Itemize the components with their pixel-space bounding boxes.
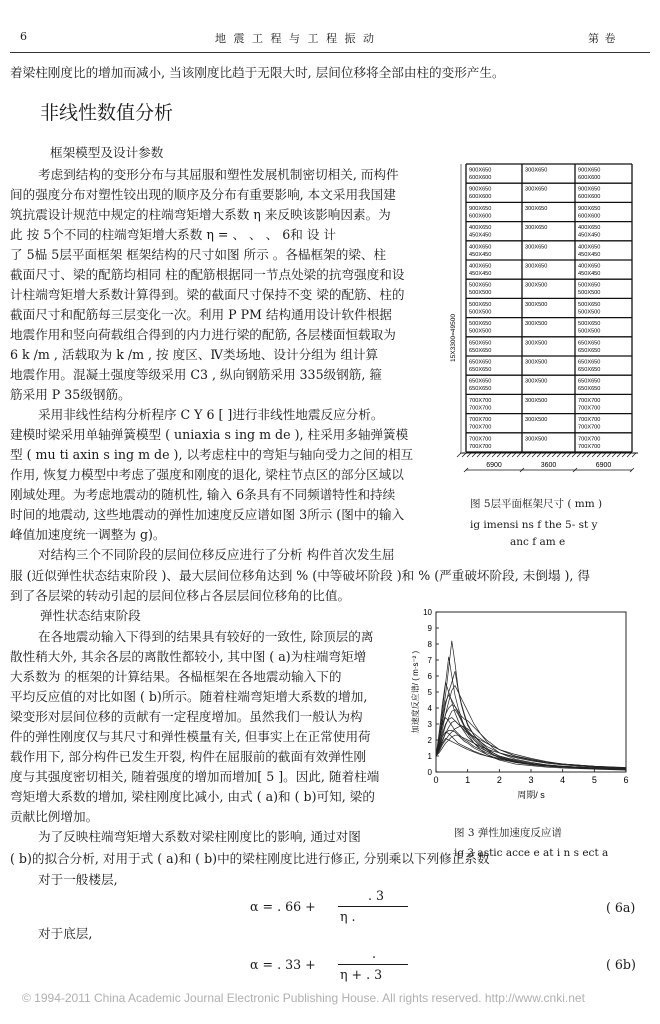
frame-diagram — [448, 160, 654, 490]
beam-section-label: 300X500 — [525, 359, 548, 366]
beam-section-label: 500X650 — [578, 282, 601, 289]
ground-hatch — [522, 453, 526, 457]
x-tick-label: 3 — [528, 775, 534, 785]
beam-section-label: 400X650 — [469, 225, 492, 232]
beam-section-label: 300X500 — [525, 397, 548, 404]
beam-section-label: 300X500 — [525, 378, 548, 385]
y-tick-label: 3 — [427, 720, 432, 729]
paragraph-line: 对结构三个不同阶段的层间位移反应进行了分析 构件首次发生屈 — [38, 547, 395, 562]
response-spectrum-chart — [408, 604, 638, 814]
beam-section-label: 400X650 — [578, 225, 601, 232]
beam-section-label: 650X650 — [578, 340, 601, 347]
beam-section-label: 300X500 — [525, 340, 548, 347]
column-section-label: 600X600 — [469, 194, 492, 201]
ground-hatch — [487, 453, 491, 457]
paragraph-line: 服 (近似弹性状态结束阶段 )、最大层间位移角达到 % (中等破坏阶段 )和 % (严重破坏阶段, 未倒塌 ), 得 — [10, 568, 591, 583]
subsection-title-1: 框架模型及设计参数 — [50, 145, 164, 160]
beam-section-label: 700X700 — [578, 417, 601, 424]
paragraph-line: 件的弹性刚度仅与其尺寸和弹性模量有关, 但事实上在正常使用荷 — [10, 729, 371, 744]
y-tick-label: 5 — [427, 688, 432, 697]
beam-section-label: 500X650 — [578, 301, 601, 308]
paragraph-line: 考虑到结构的变形分布与其屈服和塑性发展机制密切相关, 而构件 — [38, 167, 399, 182]
paragraph-line: 平均反应值的对比如图 ( b)所示。随着柱端弯矩增大系数的增加, — [10, 689, 368, 704]
paragraph-line: 6 k /m , 活载取为 k /m , 按 度区、Ⅳ类场地、设计分组为 组计算 — [10, 347, 379, 362]
beam-section-label: 900X650 — [469, 186, 492, 193]
beam-section-label: 700X700 — [578, 397, 601, 404]
equation-lhs: α = . 33 + — [250, 957, 316, 972]
fraction-bar — [338, 964, 408, 965]
column-section-label: 650X650 — [469, 386, 492, 393]
copyright-footer: © 1994-2011 China Academic Journal Electronic Publishing House. All rights reserved. http://www.cnki.net — [22, 991, 585, 1005]
figure-3-chart — [408, 604, 638, 814]
beam-section-label: 400X650 — [469, 263, 492, 270]
paragraph-line: 在各地震动输入下得到的结果具有较好的一致性, 除顶层的离 — [38, 629, 374, 644]
ground-hatch — [622, 453, 626, 457]
column-section-label: 500X500 — [469, 290, 492, 297]
x-axis-label: 周期/ s — [517, 790, 545, 800]
beam-section-label: 400X650 — [578, 263, 601, 270]
beam-section-label: 300X650 — [525, 186, 548, 193]
ground-hatch — [632, 453, 636, 457]
column-section-label: 450X450 — [469, 251, 492, 258]
beam-section-label: 300X500 — [525, 321, 548, 328]
equation-lhs: α = . 66 + — [250, 899, 316, 914]
column-section-label: 650X650 — [578, 367, 601, 373]
figure-2-frame-diagram — [448, 160, 654, 490]
subsection-title-2: 弹性状态结束阶段 — [40, 608, 141, 623]
beam-section-label: 300X650 — [525, 225, 548, 232]
column-section-label: 500X500 — [469, 309, 492, 316]
column-section-label: 500X500 — [469, 328, 492, 335]
paragraph-line: 时间的地震动, 这些地震动的弹性加速度反应谱如图 3所示 (图中的输入 — [10, 507, 405, 522]
y-tick-label: 1 — [427, 752, 432, 761]
beam-section-label: 900X650 — [578, 205, 601, 212]
beam-section-label: 650X650 — [469, 340, 492, 347]
beam-section-label: 300X650 — [525, 263, 548, 270]
equation-6b — [250, 946, 480, 986]
x-tick-label: 2 — [496, 775, 502, 785]
beam-section-label: 700X700 — [469, 417, 492, 424]
ground-hatch — [557, 453, 561, 457]
beam-section-label: 700X700 — [469, 397, 492, 404]
y-tick-label: 2 — [427, 736, 432, 745]
y-tick-label: 10 — [423, 608, 432, 617]
column-section-label: 650X650 — [578, 347, 601, 354]
beam-section-label: 500X650 — [469, 301, 492, 308]
ground-hatch — [562, 453, 566, 457]
ground-hatch — [517, 453, 521, 457]
paragraph-line: 贡献比例增加。 — [10, 809, 99, 824]
ground-hatch — [467, 453, 471, 457]
ground-hatch — [627, 453, 631, 457]
paragraph-line: 此 按 5个不同的柱端弯矩增大系数 η = 、 、 、 6和 设 计 — [10, 227, 337, 242]
column-section-label: 700X700 — [469, 424, 492, 431]
paragraph-line: ( b)的拟合分析, 对用于式 ( a)和 ( b)中的梁柱刚度比进行修正, 分别乘以下列修正系数 — [10, 851, 490, 866]
paragraph-1 — [10, 165, 435, 565]
journal-title: 地 震 工 程 与 工 程 振 动 — [215, 32, 376, 45]
height-label: 15X3300=49500 — [450, 314, 457, 362]
span-label: 3600 — [540, 462, 557, 469]
beam-section-label: 700X700 — [578, 436, 601, 443]
figure-2-caption-en-2: anc f am e — [510, 536, 566, 548]
ground-hatch — [497, 453, 501, 457]
column-section-label: 450X450 — [578, 232, 601, 239]
x-tick-label: 0 — [433, 775, 439, 785]
paragraph-line: 间的强度分布对塑性铰出现的顺序及分布有重要影响, 本文采用我国建 — [10, 187, 396, 202]
ground-hatch — [552, 453, 556, 457]
beam-section-label: 300X500 — [525, 301, 548, 308]
paragraph-line: 到了各层梁的转动引起的层间位移占各层层间位移角的比值。 — [10, 588, 351, 603]
equation-6a-tag: ( 6a) — [606, 900, 636, 915]
equation-6b-tag: ( 6b) — [606, 957, 636, 972]
equation-6a — [250, 888, 480, 928]
beam-section-label: 300X500 — [525, 282, 548, 289]
column-section-label: 500X500 — [578, 328, 601, 335]
ground-hatch — [607, 453, 611, 457]
span-label: 6900 — [486, 462, 502, 469]
paragraph-line: 为了反映柱端弯矩增大系数对梁柱刚度比的影响, 通过对图 — [38, 829, 361, 844]
column-section-label: 650X650 — [578, 386, 601, 393]
beam-section-label: 900X650 — [469, 167, 492, 174]
beam-section-label: 400X650 — [469, 244, 492, 251]
paragraph-line: 梁变形对层间位移的贡献有一定程度增加。虽然我们一般认为构 — [10, 709, 363, 724]
column-section-label: 600X600 — [469, 213, 492, 220]
beam-section-label: 300X500 — [525, 417, 548, 424]
paragraph-line: 作用, 恢复力模型中考虑了强度和刚度的退化, 梁柱节点区的部分区域以 — [10, 467, 404, 482]
beam-section-label: 300X500 — [525, 436, 548, 443]
ground-hatch — [612, 453, 616, 457]
figure-3-caption-en: ig 3 astic acce e at i n s ect a — [454, 847, 609, 859]
section-title: 非线性数值分析 — [40, 103, 174, 124]
figure-2-caption-en: ig imensi ns f the 5- st y — [470, 519, 598, 531]
column-section-label: 700X700 — [469, 443, 492, 450]
paragraph-line: 建模时梁采用单轴弹簧模型 ( uniaxia s ing m de ), 柱采用多轴弹簧模 — [10, 427, 409, 442]
general-floor-label: 对于一般楼层, — [38, 872, 118, 887]
figure-3-caption-cn: 图 3 弹性加速度反应谱 — [454, 827, 562, 839]
x-tick-label: 1 — [465, 775, 471, 785]
ground-hatch — [602, 453, 606, 457]
y-tick-label: 6 — [427, 672, 432, 681]
beam-section-label: 500X650 — [469, 321, 492, 328]
ground-hatch — [457, 453, 461, 457]
column-section-label: 650X650 — [469, 367, 492, 373]
ground-hatch — [542, 453, 546, 457]
beam-section-label: 700X700 — [469, 436, 492, 443]
paragraph-line: 刚域处理。为考虑地震动的随机性, 输入 6条具有不同频谱特性和持续 — [10, 487, 396, 502]
column-section-label: 500X500 — [578, 290, 601, 297]
ground-hatch — [512, 453, 516, 457]
spectrum-series-9 — [436, 710, 626, 770]
beam-section-label: 650X650 — [469, 378, 492, 385]
span-label: 6900 — [595, 462, 612, 469]
column-section-label: 700X700 — [469, 405, 492, 412]
spectrum-series-3 — [436, 671, 626, 769]
paragraph-line: 筑抗震设计规范中规定的柱端弯矩增大系数 η 来反映该影响因素。为 — [10, 207, 391, 222]
paragraph-line: 度与其强度密切相关, 随着强度的增加而增加[ 5 ]。因此, 随着柱端 — [10, 769, 380, 784]
ground-hatch — [492, 453, 496, 457]
ground-hatch — [572, 453, 576, 457]
equation-denominator: η . — [340, 909, 356, 924]
ground-hatch — [472, 453, 476, 457]
volume-label: 第 卷 — [588, 32, 617, 45]
beam-section-label: 900X650 — [578, 167, 601, 174]
ground-hatch — [482, 453, 486, 457]
figure-2-caption-cn: 图 5层平面框架尺寸 ( mm ) — [470, 498, 603, 510]
column-section-label: 450X450 — [469, 271, 492, 277]
x-tick-label: 4 — [560, 775, 566, 785]
beam-section-label: 400X650 — [578, 244, 601, 251]
ground-hatch — [532, 453, 536, 457]
paragraph-line: 地震作用。混凝土强度等级采用 C3 , 纵向钢筋采用 335级钢筋, 箍 — [10, 367, 382, 382]
beam-section-label: 650X650 — [469, 359, 492, 366]
header-rule — [10, 52, 650, 53]
ground-hatch — [582, 453, 586, 457]
equation-numerator: . 3 — [368, 888, 385, 903]
paragraph-line: 弯矩增大系数的增加, 梁柱刚度比减小, 由式 ( a)和 ( b)可知, 梁的 — [10, 789, 375, 804]
column-section-label: 450X450 — [578, 251, 601, 258]
paragraph-line: 截面尺寸和配筋每三层变化一次。利用 P PM 结构通用设计软件根据 — [10, 307, 392, 322]
paragraph-line: 计柱端弯矩增大系数计算得到。梁的截面尺寸保持不变 梁的配筋、柱的 — [10, 287, 405, 302]
beam-section-label: 500X650 — [578, 321, 601, 328]
column-section-label: 700X700 — [578, 405, 601, 412]
paragraph-line: 采用非线性结构分析程序 C Y 6 [ ]进行非线性地震反应分析。 — [38, 407, 384, 422]
beam-section-label: 500X650 — [469, 282, 492, 289]
beam-section-label: 300X650 — [525, 244, 548, 251]
intro-line: 着梁柱刚度比的增加而减小, 当该刚度比趋于无限大时, 层间位移将全部由柱的变形产生。 — [10, 65, 505, 80]
y-tick-label: 7 — [427, 656, 432, 665]
beam-section-label: 300X650 — [525, 205, 548, 212]
y-axis-label: 加速度反应谱/ ( m·s⁻² ) — [411, 650, 420, 734]
ground-hatch — [477, 453, 481, 457]
paragraph-line: 了 5榀 5层平面框架 框架结构的尺寸如图 所示 。各榀框架的梁、柱 — [10, 247, 387, 262]
fraction-bar — [338, 906, 408, 907]
ground-hatch — [507, 453, 511, 457]
equation-denominator: η + . 3 — [340, 967, 383, 982]
column-section-label: 450X450 — [469, 232, 492, 239]
ground-hatch — [537, 453, 541, 457]
ground-hatch — [502, 453, 506, 457]
beam-section-label: 650X650 — [578, 378, 601, 385]
ground-hatch — [462, 453, 466, 457]
paragraph-line: 散性稍大外, 其余各层的离散性都较小, 其中图 ( a)为柱端弯矩增 — [10, 649, 367, 664]
ground-hatch — [547, 453, 551, 457]
x-tick-label: 5 — [591, 775, 597, 785]
paragraph-4 — [10, 627, 420, 827]
y-tick-label: 8 — [427, 640, 432, 649]
y-tick-label: 4 — [427, 704, 432, 713]
paragraph-line: 地震作用和竖向荷载组合得到的内力进行梁的配筋, 各层楼面恒载取为 — [10, 327, 396, 342]
beam-section-label: 900X650 — [578, 186, 601, 193]
x-tick-label: 6 — [623, 775, 629, 785]
paragraph-line: 峰值加速度统一调整为 g)。 — [10, 527, 166, 542]
column-section-label: 500X500 — [578, 309, 601, 316]
column-section-label: 600X600 — [578, 175, 601, 181]
column-section-label: 600X600 — [578, 194, 601, 201]
column-section-label: 600X600 — [578, 213, 601, 220]
y-tick-label: 9 — [427, 624, 432, 633]
paragraph-line: 载作用下, 部分构件已发生开裂, 构件在屈服前的截面有效弹性刚 — [10, 749, 367, 764]
page-number: 6 — [20, 30, 28, 43]
ground-hatch — [597, 453, 601, 457]
ground-hatch — [592, 453, 596, 457]
column-section-label: 600X600 — [469, 175, 492, 181]
beam-section-label: 300X650 — [525, 167, 548, 174]
ground-hatch — [527, 453, 531, 457]
spectrum-series-16 — [436, 738, 626, 768]
paragraph-line: 筋采用 P 35级钢筋。 — [10, 387, 131, 402]
column-section-label: 650X650 — [469, 347, 492, 354]
column-section-label: 450X450 — [578, 271, 601, 277]
column-section-label: 700X700 — [578, 443, 601, 450]
beam-section-label: 650X650 — [578, 359, 601, 366]
paragraph-line: 大系数为 的框架的计算结果。各榀框架在各地震动输入下的 — [10, 669, 342, 684]
y-tick-label: 0 — [427, 768, 432, 777]
ground-hatch — [587, 453, 591, 457]
paragraph-line: 型 ( mu ti axin s ing m de ), 以考虑柱中的弯矩与轴向受力之间的相互 — [10, 447, 414, 462]
ground-hatch — [617, 453, 621, 457]
beam-section-label: 900X650 — [469, 205, 492, 212]
equation-numerator: . — [372, 946, 377, 961]
bottom-floor-label: 对于底层, — [38, 926, 93, 941]
paragraph-line: 截面尺寸、梁的配筋均相同 柱的配筋根据同一节点处梁的抗弯强度和设 — [10, 267, 405, 282]
ground-hatch — [567, 453, 571, 457]
ground-hatch — [577, 453, 581, 457]
column-section-label: 700X700 — [578, 424, 601, 431]
